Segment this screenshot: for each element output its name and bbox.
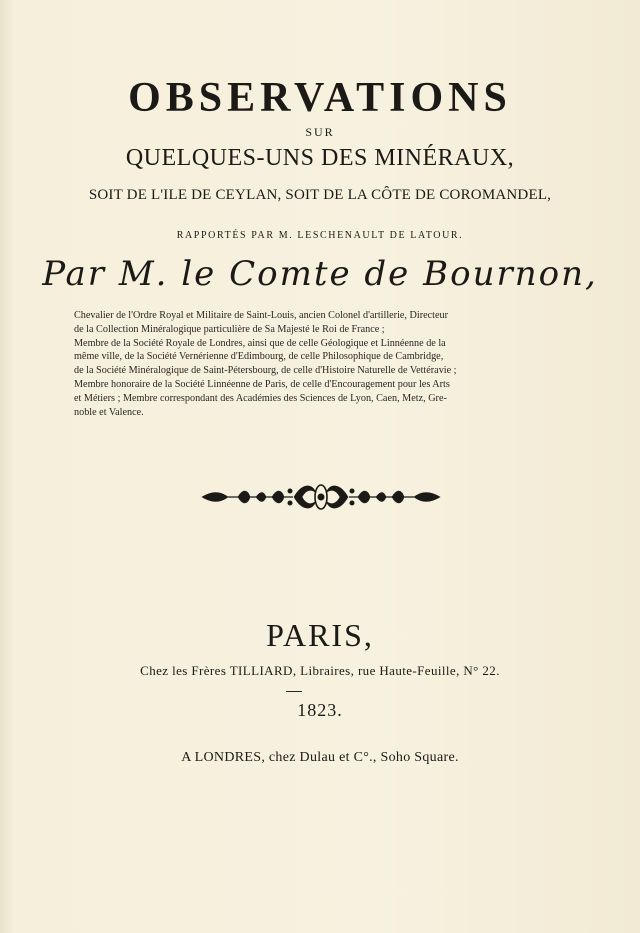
ornament-vignette-icon xyxy=(198,481,444,513)
main-title: OBSERVATIONS xyxy=(128,75,512,121)
origin-line: SOIT DE L'ILE DE CEYLAN, SOIT DE LA CÔTE DE COROMANDEL, xyxy=(88,187,552,203)
credential-line: Membre honoraire de la Société Linnéenne de Paris, de celle d'Encouragement pour les Arts xyxy=(74,378,450,390)
imprint-divider xyxy=(286,691,302,692)
imprint-london: A LONDRES, chez Dulau et C°., Soho Square. xyxy=(181,750,459,765)
credential-line: même ville, de la Société Vernérienne d'Edimbourg, de celle Philosophique de Cambridge, xyxy=(74,351,444,363)
credential-line: de la Collection Minéralogique particulière de Sa Majesté le Roi de France ; xyxy=(74,323,385,335)
subject-title: QUELQUES-UNS DES MINÉRAUX, xyxy=(125,145,515,171)
title-sur: SUR xyxy=(305,125,335,139)
credential-line: Membre de la Société Royale de Londres, ainsi que de celle Géologique et Linnéenne de la xyxy=(74,337,446,349)
reported-by-line: RAPPORTÉS PAR M. LESCHENAULT DE LATOUR. xyxy=(176,230,464,241)
imprint-year: 1823. xyxy=(297,700,343,720)
author-credentials xyxy=(74,309,514,419)
credential-line: et Métiers ; Membre correspondant des Académies des Sciences de Lyon, Caen, Metz, Gre- xyxy=(74,392,447,404)
imprint-city: PARIS, xyxy=(266,617,374,653)
author-byline: Par M. le Comte de Bournon, xyxy=(42,254,598,294)
imprint-publisher: Chez les Frères TILLIARD, Libraires, rue Haute-Feuille, N° 22. xyxy=(140,663,500,678)
credential-line: de la Société Minéralogique de Saint-Pétersbourg, de celle d'Histoire Naturelle de Vettéravie ; xyxy=(74,365,457,377)
credential-line: Chevalier de l'Ordre Royal et Militaire de Saint-Louis, ancien Colonel d'artillerie, Directeur xyxy=(74,310,448,321)
credential-line: noble et Valence. xyxy=(74,406,144,418)
